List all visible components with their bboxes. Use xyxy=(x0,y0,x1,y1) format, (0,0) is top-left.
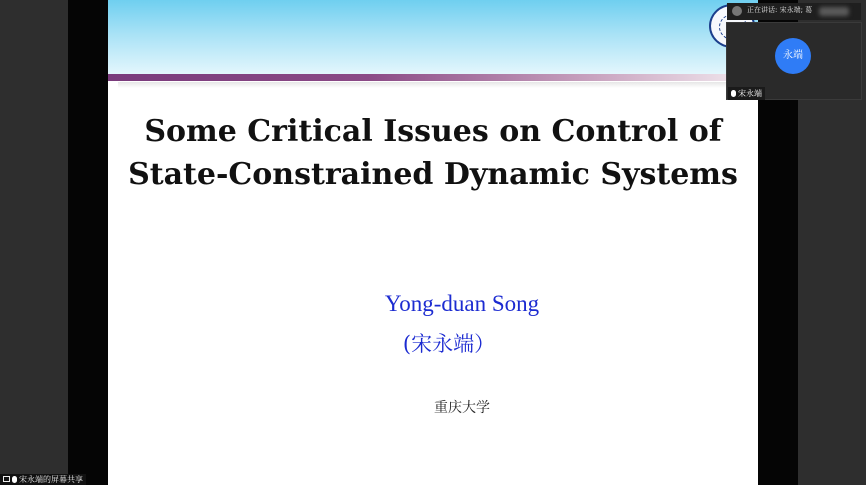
slide-header-gradient xyxy=(108,0,758,76)
speaking-status-bar xyxy=(727,3,861,20)
left-margin xyxy=(0,0,68,485)
mic-icon xyxy=(12,476,17,483)
screen-share-label xyxy=(0,474,86,485)
author-name: Yong-duan Song xyxy=(384,291,540,316)
speaking-status-text: 正在讲话: 宋永端; 葛 xyxy=(747,6,813,14)
speaker-icon xyxy=(732,6,742,16)
shared-slide xyxy=(108,0,758,485)
avatar: 永端 xyxy=(775,38,811,74)
participant-name: 宋永端 xyxy=(738,89,762,98)
participant-name-label xyxy=(728,87,765,100)
slide-title-line1: Some Critical Issues on Control of xyxy=(144,114,722,149)
slide-header-stripe xyxy=(108,74,758,81)
participant-video-tile[interactable] xyxy=(726,22,862,100)
mic-icon xyxy=(731,90,736,97)
slide-header-shadow xyxy=(118,82,738,88)
screen-share-icon xyxy=(3,476,10,482)
slide-title-line2: State-Constrained Dynamic Systems xyxy=(128,157,738,192)
blurred-name xyxy=(819,7,849,16)
slide-title xyxy=(108,110,758,196)
author-name-chinese: (宋永端） xyxy=(402,332,496,356)
affiliation: 重庆大学 xyxy=(434,400,490,416)
screen-share-text: 宋永端的屏幕共享 xyxy=(19,475,83,484)
left-letterbox xyxy=(68,0,108,485)
